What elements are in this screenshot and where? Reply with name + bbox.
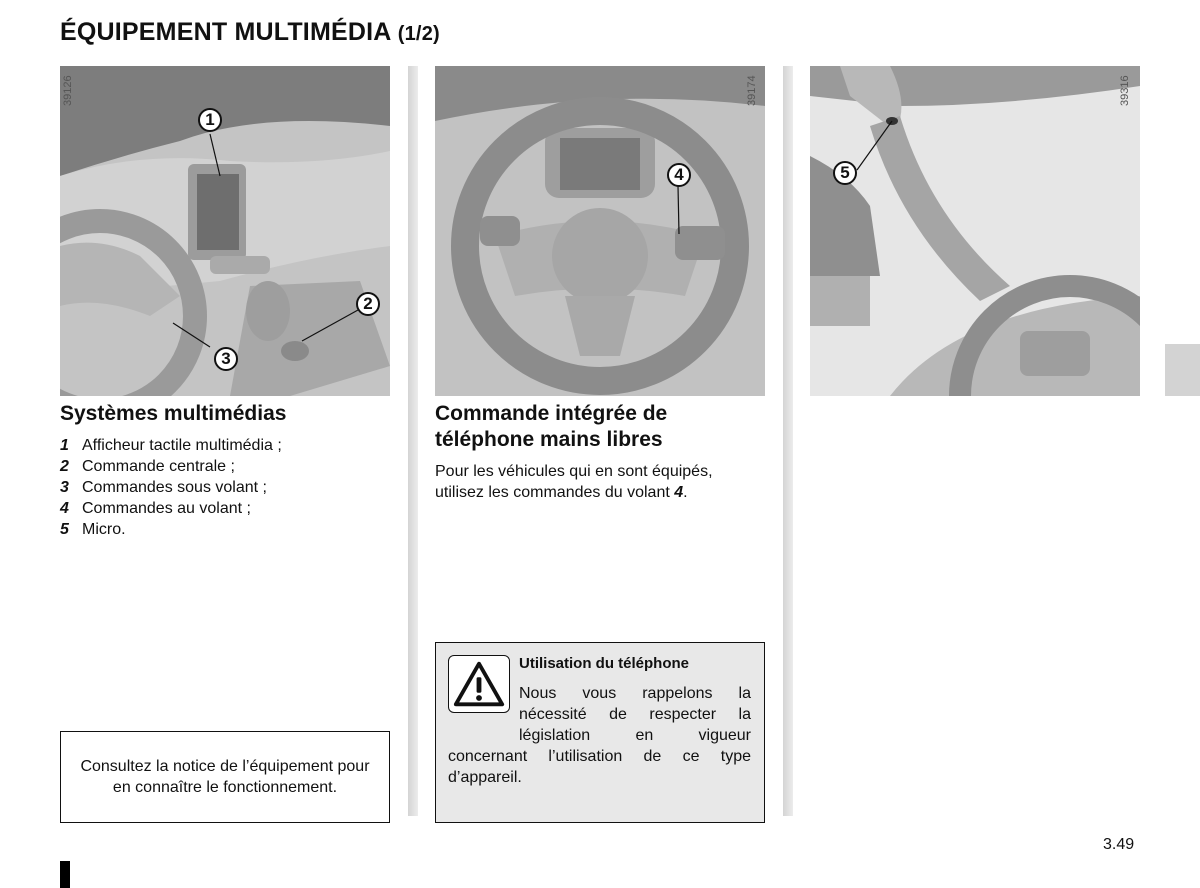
phone-description: Pour les véhicules qui en sont équipés, utilisez les commandes du volant 4. xyxy=(435,463,713,501)
callout-4: 4 xyxy=(667,163,691,187)
corner-mark xyxy=(60,861,70,888)
warning-box xyxy=(435,642,765,823)
callout-5: 5 xyxy=(833,161,857,185)
chapter-thumb-tab xyxy=(1165,344,1200,396)
note-box xyxy=(60,731,390,823)
callout-3: 3 xyxy=(214,347,238,371)
legend-item: 1 Afficheur tactile multimédia ; xyxy=(60,437,282,454)
warning-title: Utilisation du téléphone xyxy=(519,655,690,672)
page-title xyxy=(60,18,440,47)
windscreen-drawing xyxy=(810,66,1140,396)
figure-reference: 39174 xyxy=(746,75,758,107)
callout-2: 2 xyxy=(356,292,380,316)
steering-wheel-illustration xyxy=(435,66,765,396)
callout-1: 1 xyxy=(198,108,222,132)
legend-item: 5 Micro. xyxy=(60,521,126,538)
figure-reference: 39316 xyxy=(1119,75,1131,107)
legend-list xyxy=(60,435,282,540)
legend-item: 3 Commandes sous volant ; xyxy=(60,479,267,496)
page-number: 3.49 xyxy=(1103,836,1135,853)
warning-text: Nous vous rappelons la nécessité de respecter la législation en vigueur concernant l’utilisation de ce type d’appareil. xyxy=(448,685,751,786)
column-divider xyxy=(783,66,793,816)
figure-reference: 39126 xyxy=(62,75,74,107)
page-title-fraction: (1/2) xyxy=(397,23,440,45)
column-divider xyxy=(408,66,418,816)
note-text: Consultez la notice de l’équipement pour en connaître le fonctionnement. xyxy=(80,758,370,796)
steering-wheel-drawing xyxy=(435,66,765,396)
legend-item: 2 Commande centrale ; xyxy=(60,458,235,475)
windscreen-illustration xyxy=(810,66,1140,396)
legend-item: 4 Commandes au volant ; xyxy=(60,500,251,517)
section-heading-multimedia: Systèmes multimédias xyxy=(60,402,287,425)
section-heading-phone: Commande intégrée de téléphone mains libres xyxy=(435,402,668,451)
page-title-text: ÉQUIPEMENT MULTIMÉDIA xyxy=(60,18,391,46)
